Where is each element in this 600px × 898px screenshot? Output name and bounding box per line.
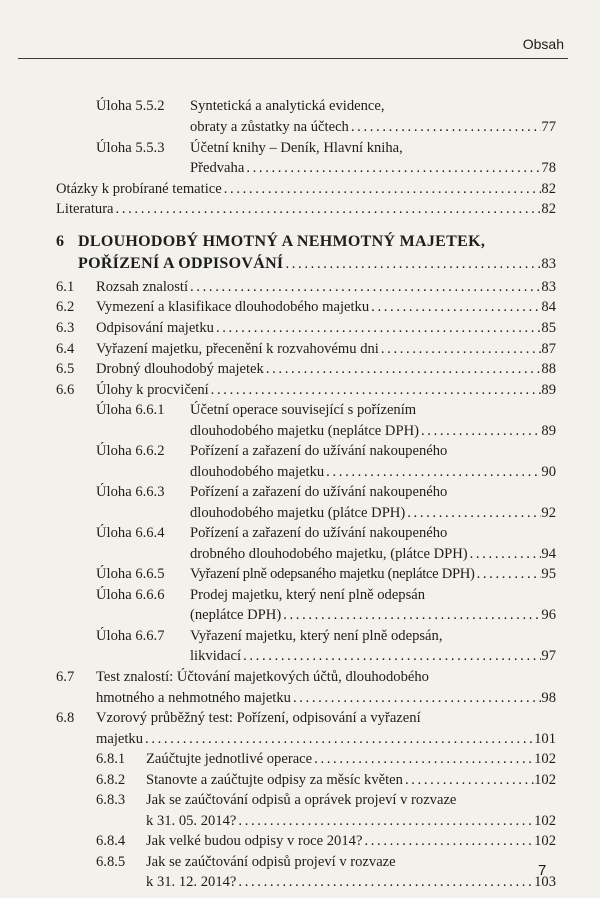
toc-leader: [405, 503, 541, 523]
toc-leader: [324, 462, 541, 482]
page-number: 7: [538, 862, 547, 879]
toc-entry: [56, 359, 556, 379]
toc-leader: [283, 254, 541, 274]
toc-entry: [190, 117, 556, 137]
toc-entry: [96, 852, 556, 872]
toc-page: 103: [534, 874, 556, 890]
toc-page: 78: [541, 160, 556, 176]
toc-leader: [222, 179, 542, 199]
toc-number: 6.8: [56, 710, 75, 726]
toc-title: Pořízení a zařazení do užívání nakoupeného: [190, 443, 448, 459]
toc-page: 84: [541, 299, 556, 315]
toc-page: 89: [541, 423, 556, 439]
toc-title: Zaúčtujte jednotlivé operace: [146, 751, 313, 767]
toc-number: Úloha 6.6.5: [96, 566, 165, 582]
toc-number: 6.8.1: [96, 751, 126, 767]
toc-page: 83: [541, 256, 556, 272]
toc-entry: [96, 441, 556, 461]
toc-entry: [190, 462, 556, 482]
toc-page: 97: [541, 648, 556, 664]
toc-page: 92: [541, 505, 556, 521]
toc-leader: [468, 544, 542, 564]
toc-page: 102: [534, 833, 556, 849]
toc-entry: [78, 254, 556, 274]
toc-title: (neplátce DPH): [190, 607, 282, 623]
toc-page: 94: [541, 546, 556, 562]
toc-title: Vyřazení majetku, který není plně odepsán,: [190, 628, 443, 644]
toc-leader: [362, 831, 534, 851]
toc-page: 77: [541, 119, 556, 135]
toc-title: Syntetická a analytická evidence,: [190, 98, 385, 114]
toc-entry: [190, 503, 556, 523]
toc-title: Literatura: [56, 201, 114, 217]
toc-entry: [146, 811, 556, 831]
toc-title: hmotného a nehmotného majetku: [96, 690, 291, 706]
toc-title: Rozsah znalostí: [96, 279, 189, 295]
toc-leader: [209, 380, 542, 400]
toc-page: 102: [534, 751, 556, 767]
toc-entry: [190, 646, 556, 666]
toc-leader: [241, 646, 541, 666]
toc-title: Pořízení a zařazení do užívání nakoupeného: [190, 484, 448, 500]
chapter-heading: [56, 232, 556, 254]
toc-page: 102: [534, 813, 556, 829]
chapter-title: POŘÍZENÍ A ODPISOVÁNÍ: [78, 255, 284, 272]
toc-number: 6.1: [56, 279, 75, 295]
toc-number: 6.8.3: [96, 792, 126, 808]
toc-entry: [56, 339, 556, 359]
toc-page: 95: [541, 566, 556, 582]
toc-entry: [96, 585, 556, 605]
toc-title: Jak se zaúčtování odpisů projeví v rozvaze: [146, 854, 396, 870]
toc-entry: [96, 688, 556, 708]
toc-entry: [56, 667, 556, 687]
running-header: Obsah: [522, 36, 564, 52]
toc-title: Vzorový průběžný test: Pořízení, odpisování a vyřazení: [96, 710, 421, 726]
toc-title: Účetní operace související s pořízením: [190, 402, 417, 418]
toc-title: Jak velké budou odpisy v roce 2014?: [146, 833, 363, 849]
toc-title: Jak se zaúčtování odpisů a oprávek projeví v rozvaze: [146, 792, 457, 808]
toc-page: 98: [541, 690, 556, 706]
header-rule: [18, 58, 568, 59]
toc-entry: [190, 158, 556, 178]
toc-number: Úloha 6.6.7: [96, 628, 165, 644]
toc-leader: [236, 811, 534, 831]
toc-number: 6.5: [56, 361, 75, 377]
toc-title: Test znalostí: Účtování majetkových účtů, dlouhodobého: [96, 669, 429, 685]
toc-number: 6.3: [56, 320, 75, 336]
toc-number: 6.8.5: [96, 854, 126, 870]
toc-number: 6.8.2: [96, 772, 126, 788]
toc-title: k 31. 12. 2014?: [146, 874, 237, 890]
toc-entry: [96, 523, 556, 543]
toc-leader: [264, 359, 542, 379]
toc-number: 6.2: [56, 299, 75, 315]
toc-entry: [56, 318, 556, 338]
toc-entry: [190, 421, 556, 441]
toc-number: Úloha 6.6.3: [96, 484, 165, 500]
toc-entry: [190, 605, 556, 625]
toc-number: Úloha 6.6.2: [96, 443, 165, 459]
toc-leader: [403, 770, 534, 790]
toc-page: 88: [541, 361, 556, 377]
toc-entry: [96, 138, 556, 158]
toc-leader: [188, 277, 541, 297]
toc-leader: [475, 564, 542, 584]
toc-page: 82: [541, 181, 556, 197]
toc-title: dlouhodobého majetku (neplátce DPH): [190, 423, 419, 439]
toc-number: Úloha 6.6.4: [96, 525, 165, 541]
toc-leader: [291, 688, 541, 708]
toc-title: Vymezení a klasifikace dlouhodobého majetku: [96, 299, 370, 315]
toc-page: 87: [541, 341, 556, 357]
toc-entry: [96, 482, 556, 502]
toc-entry: [56, 277, 556, 297]
toc-title: Předvaha: [190, 160, 245, 176]
toc-title: k 31. 05. 2014?: [146, 813, 237, 829]
toc-page: 83: [541, 279, 556, 295]
toc-number: Úloha 6.6.1: [96, 402, 165, 418]
toc-entry: [96, 790, 556, 810]
toc-entry: [96, 96, 556, 116]
toc-leader: [236, 872, 534, 892]
toc-number: Úloha 5.5.3: [96, 140, 165, 156]
toc-entry: [96, 400, 556, 420]
toc-page: 82: [541, 201, 556, 217]
toc-number: Úloha 6.6.6: [96, 587, 165, 603]
toc-number: 6.7: [56, 669, 75, 685]
toc-entry: [190, 544, 556, 564]
toc-leader: [281, 605, 541, 625]
chapter-title: DLOUHODOBÝ HMOTNÝ A NEHMOTNÝ MAJETEK,: [78, 233, 486, 250]
toc-number: Úloha 5.5.2: [96, 98, 165, 114]
toc-title: Pořízení a zařazení do užívání nakoupeného: [190, 525, 448, 541]
toc-leader: [369, 297, 541, 317]
toc-title: drobného dlouhodobého majetku, (plátce DPH): [190, 546, 468, 562]
toc-number: 6.4: [56, 341, 75, 357]
toc-leader: [419, 421, 541, 441]
toc-page: 85: [541, 320, 556, 336]
toc-page: 90: [541, 464, 556, 480]
toc-entry: [96, 831, 556, 851]
toc-page: 101: [534, 731, 556, 747]
toc-title: Úlohy k procvičení: [96, 382, 209, 398]
toc-page: 102: [534, 772, 556, 788]
toc-title: dlouhodobého majetku: [190, 464, 325, 480]
chapter-number: 6: [56, 233, 65, 250]
toc-leader: [244, 158, 541, 178]
toc-entry: [56, 380, 556, 400]
toc-title: Účetní knihy – Deník, Hlavní kniha,: [190, 140, 403, 156]
toc-title: Stanovte a zaúčtujte odpisy za měsíc květen: [146, 772, 403, 788]
toc-number: 6.8.4: [96, 833, 126, 849]
toc-title: dlouhodobého majetku (plátce DPH): [190, 505, 406, 521]
toc-title: Vyřazení plně odepsaného majetku (neplátce DPH): [190, 566, 475, 582]
toc-entry: [56, 297, 556, 317]
toc-leader: [114, 199, 542, 219]
toc-title: Otázky k probírané tematice: [56, 181, 222, 197]
toc-entry: [96, 626, 556, 646]
toc-leader: [349, 117, 542, 137]
toc-page: 96: [541, 607, 556, 623]
toc-leader: [379, 339, 542, 359]
toc-entry: [96, 564, 556, 584]
toc-number: 6.6: [56, 382, 75, 398]
toc-title: Prodej majetku, který není plně odepsán: [190, 587, 426, 603]
toc-title: obraty a zůstatky na účtech: [190, 119, 349, 135]
toc-leader: [143, 729, 534, 749]
toc-title: Odpisování majetku: [96, 320, 214, 336]
toc-title: Vyřazení majetku, přecenění k rozvahovému dni: [96, 341, 379, 357]
toc-page: 89: [541, 382, 556, 398]
toc-entry: [96, 749, 556, 769]
toc-entry: [96, 729, 556, 749]
toc-entry: [56, 199, 556, 219]
toc-entry: [146, 872, 556, 892]
toc-title: majetku: [96, 731, 144, 747]
toc-leader: [312, 749, 534, 769]
toc-title: Drobný dlouhodobý majetek: [96, 361, 264, 377]
toc-entry: [56, 179, 556, 199]
toc-entry: [96, 770, 556, 790]
toc-leader: [214, 318, 541, 338]
toc-entry: [56, 708, 556, 728]
toc-title: likvidací: [190, 648, 242, 664]
